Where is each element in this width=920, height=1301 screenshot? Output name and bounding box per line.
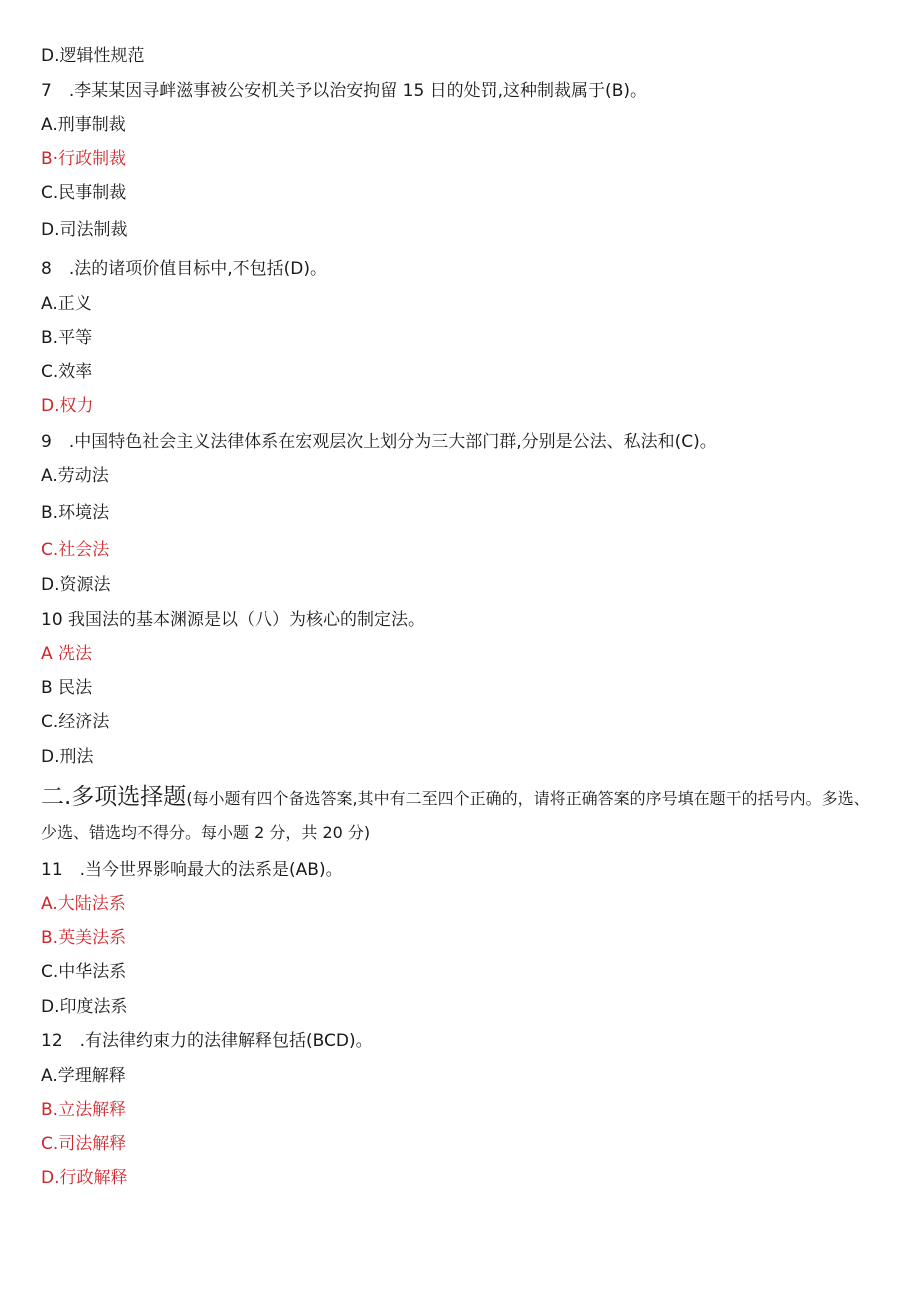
question-text: 8 .法的诸项价值目标中,不包括(D)。: [41, 259, 327, 279]
answer-option: D.逻辑性规范: [41, 46, 145, 66]
answer-option-correct: C.司法解释: [41, 1134, 127, 1154]
section-multiple-choice: [41, 780, 881, 850]
answer-option: A.刑事制裁: [41, 115, 126, 135]
answer-option: D.刑法: [41, 747, 94, 767]
answer-option-correct: A.大陆法系: [41, 894, 126, 914]
question-text: 11 .当今世界影响最大的法系是(AB)。: [41, 860, 343, 880]
answer-option: A.正义: [41, 294, 92, 314]
question-text: 10 我国法的基本渊源是以（八）为核心的制定法。: [41, 610, 426, 630]
answer-option: D.司法制裁: [41, 220, 128, 240]
answer-option: A.学理解释: [41, 1066, 126, 1086]
answer-option: C.经济法: [41, 712, 110, 732]
answer-option: A.劳动法: [41, 466, 109, 486]
answer-option-correct: D.行政解释: [41, 1168, 128, 1188]
answer-option: D.印度法系: [41, 997, 128, 1017]
section-instructions: (每小题有四个备选答案,其中有二至四个正确的，请将正确答案的序号填在题干的括号内。多选、少选、错选均不得分。每小题 2 分，共 20 分): [41, 789, 870, 842]
answer-option: C.民事制裁: [41, 183, 127, 203]
answer-option-correct: A 冼法: [41, 644, 93, 664]
answer-option: B.环境法: [41, 503, 110, 523]
question-text: 12 .有法律约束力的法律解释包括(BCD)。: [41, 1031, 373, 1051]
answer-option-correct: B.立法解释: [41, 1100, 127, 1120]
answer-option-correct: B.英美法系: [41, 928, 127, 948]
answer-option: C.效率: [41, 362, 93, 382]
answer-option: B 民法: [41, 678, 93, 698]
section-heading: 二.多项选择题: [41, 784, 187, 810]
answer-option-correct: B·行政制裁: [41, 149, 127, 169]
answer-option: C.中华法系: [41, 962, 127, 982]
answer-option-correct: D.权力: [41, 396, 94, 416]
question-text: 9 .中国特色社会主义法律体系在宏观层次上划分为三大部门群,分别是公法、私法和(C)。: [41, 432, 717, 452]
answer-option: B.平等: [41, 328, 93, 348]
answer-option-correct: C.社会法: [41, 540, 110, 560]
answer-option: D.资源法: [41, 575, 111, 595]
question-text: 7 .李某某因寻衅滋事被公安机关予以治安拘留 15 日的处罚,这种制裁属于(B)。: [41, 81, 647, 101]
